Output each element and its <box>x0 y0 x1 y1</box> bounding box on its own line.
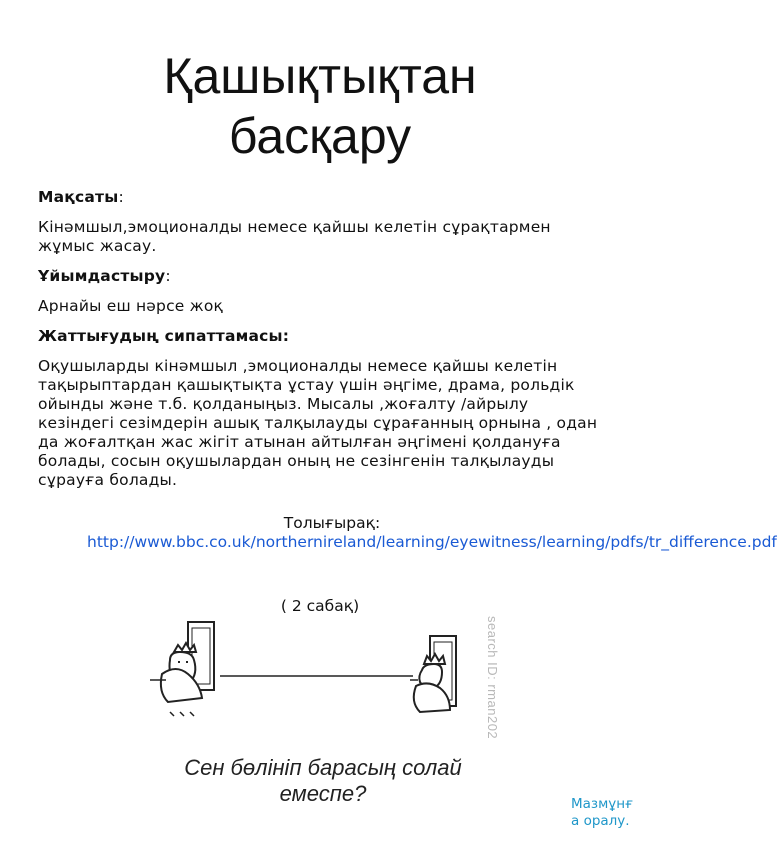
organization-label: Ұйымдастыру <box>38 267 166 285</box>
page-title <box>0 46 640 166</box>
organization-heading: Ұйымдастыру: <box>38 267 171 285</box>
content-block <box>38 188 598 501</box>
left-king-figure <box>150 622 214 716</box>
goal-heading: Мақсаты: <box>38 188 124 206</box>
organization-text: Арнайы еш нәрсе жоқ <box>38 297 224 315</box>
more-info <box>87 514 777 552</box>
lessons-count: ( 2 сабақ) <box>280 597 360 615</box>
bbc-link[interactable]: http://www.bbc.co.uk/northernireland/learning/eyewitness/learning/pdfs/tr_difference.pdf <box>87 533 777 551</box>
more-info-label: Толығырақ: <box>283 514 381 532</box>
goal-text: Кінәмшыл,эмоционалды немесе қайшы келетін сұрақтармен жұмыс жасау. <box>38 218 551 255</box>
right-king-figure <box>410 636 456 712</box>
description-text: Оқушыларды кінәмшыл ,эмоционалды немесе қайшы келетін тақырыптардан қашықтықта ұстау үшін әңгіме, драма, рольдік ойынды және т.б. қолданыңыз. Мысалы ,жоғалту /айрылу кезіндегі сезімдерін ашық талқылауды сұрағанның орнына , одан да жоғалтқан жас жігіт атынан айтылған әңгімені қолдануға болады, сосын оқушылардан оның не сезінгенін талқылауды сұрауға болады. <box>38 357 598 489</box>
goal-label: Мақсаты <box>38 188 119 206</box>
title-line-2: басқару <box>228 108 412 164</box>
cartoon-caption: Сен бөлініп барасың солай емеспе? <box>184 755 462 806</box>
description-label: Жаттығудың сипаттамасы: <box>38 327 290 345</box>
watermark-text: search ID: rman202 <box>485 616 500 740</box>
title-line-1: Қашықтықтан <box>163 48 477 104</box>
back-to-contents-link[interactable]: Мазмұнға оралу. <box>571 796 634 829</box>
